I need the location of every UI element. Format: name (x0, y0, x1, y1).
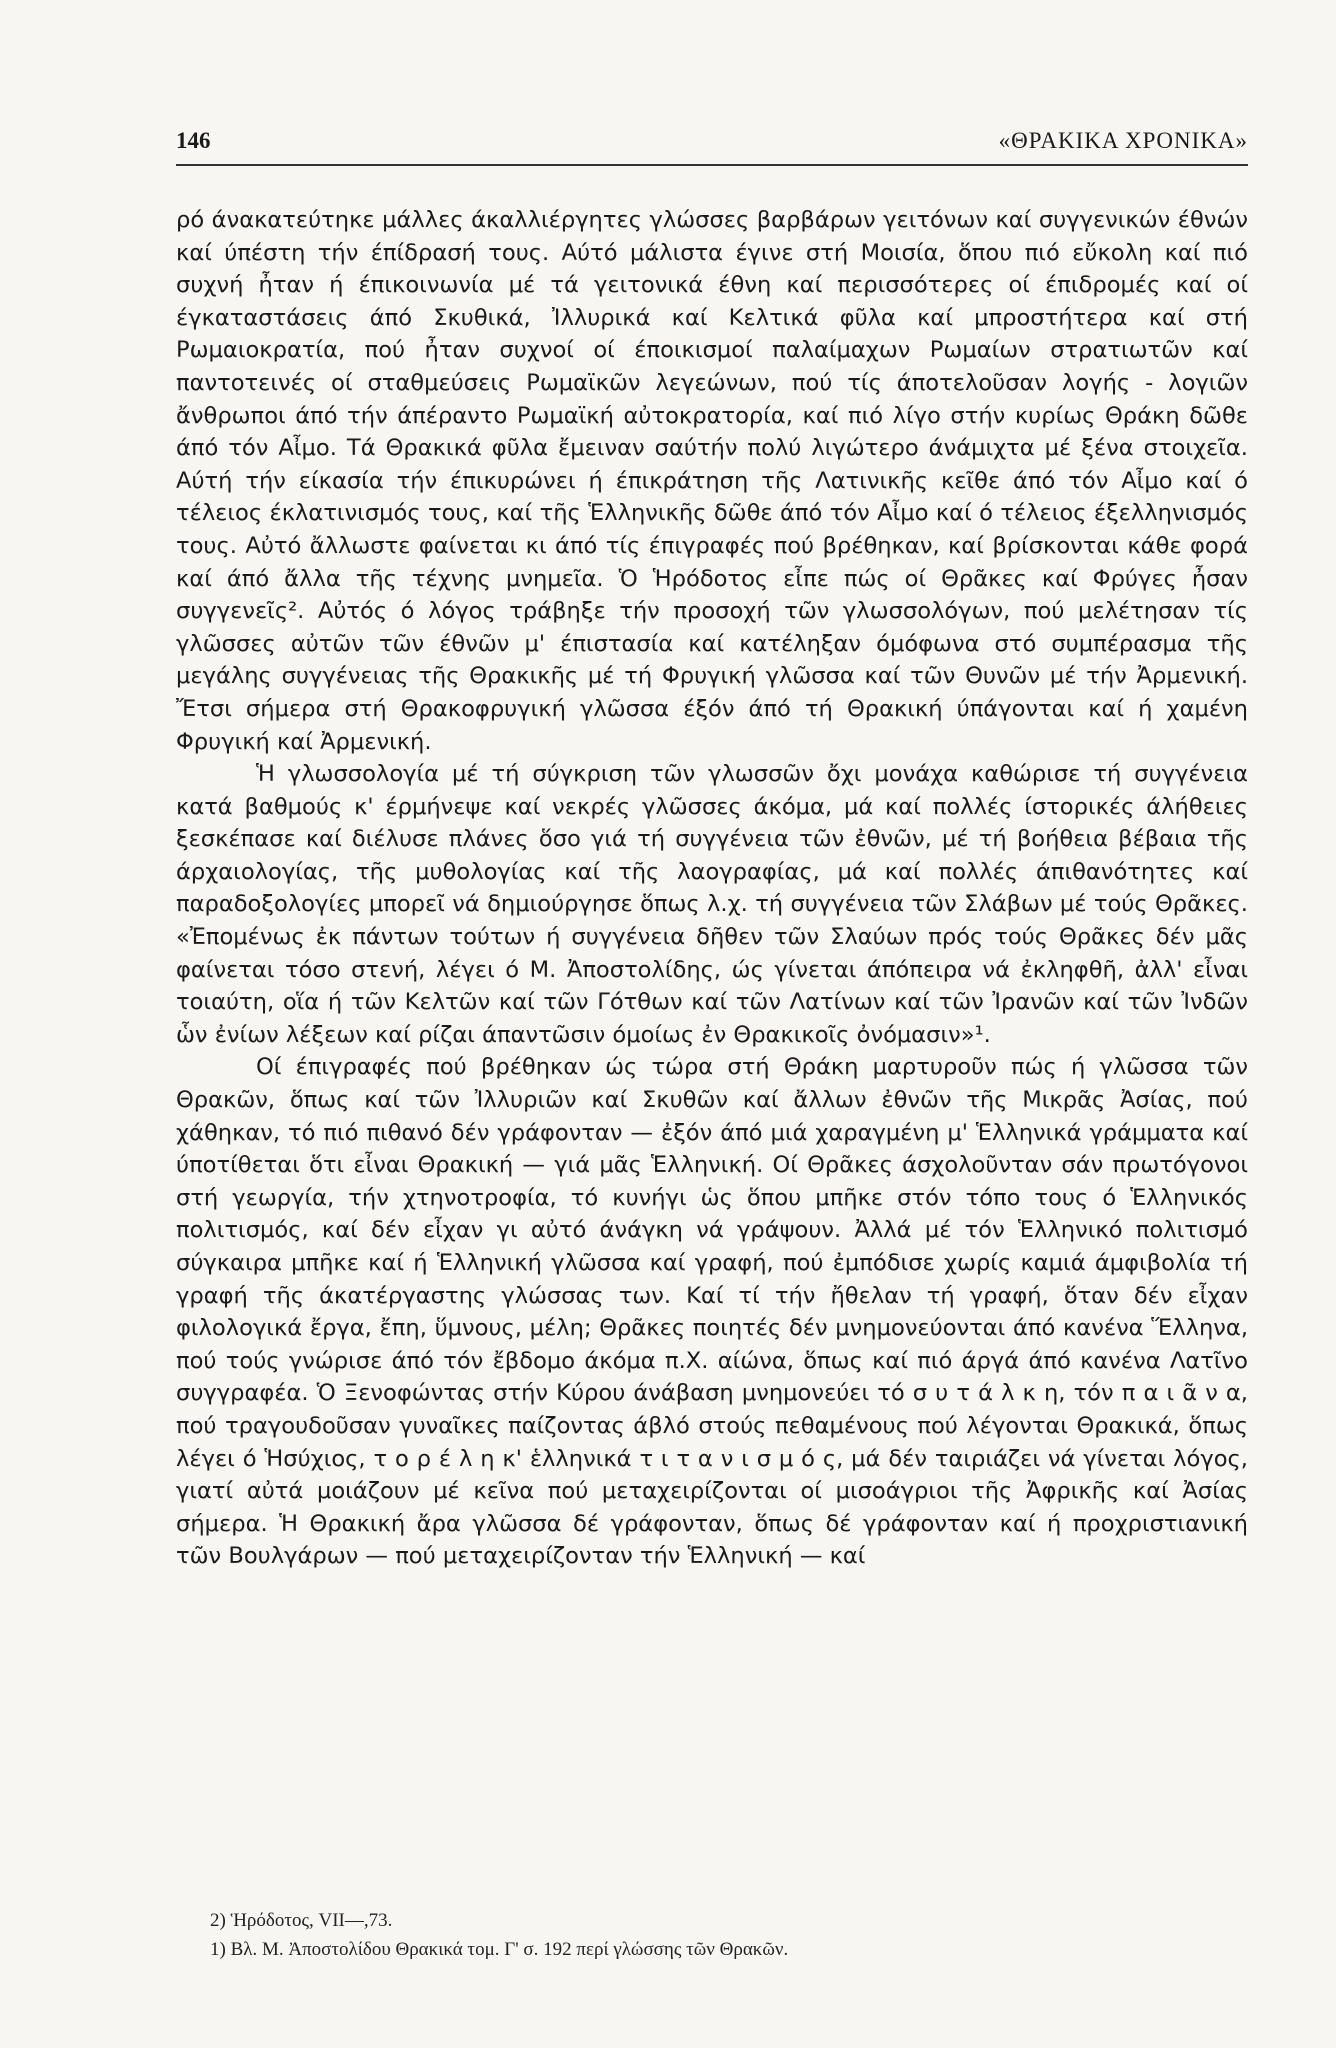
paragraph-1: ρό άνακατεύτηκε μάλλες άκαλλιέργητες γλώσσες βαρβάρων γειτόνων καί συγγενικών έθνών καί ύπέστη τήν έπίδρασή τους. Αύτό μάλιστα έγινε στή Μοισία, ὅπου πιό εὔκολη καί πιό συχνή ἦταν ή έπικοινωνία μέ τά γειτονικά έθνη καί περισσότερες οί έπιδρομές καί οί έγκαταστάσεις άπό Σκυθικά, Ἰλλυρικά καί Κελτικά φῦλα καί μπροστήτερα καί στή Ρωμαιοκρατία, πού ἦταν συχνοί οί έποικισμοί παλαίμαχων Ρωμαίων στρατιωτῶν καί παντοτεινές οί σταθμεύσεις Ρωμαϊκῶν λεγεώνων, πού τίς άποτελοῦσαν λογής - λογιῶν ἄνθρωποι άπό τήν άπέραντο Ρωμαϊκή αὐτοκρατορία, καί πιό λίγο στήν κυρίως Θράκη δῶθε άπό τόν Αἶμο. Τά Θρακικά φῦλα ἔμειναν σαύτήν πολύ λιγώτερο άνάμιχτα μέ ξένα στοιχεῖα. Αύτή τήν είκασία τήν έπικυρώνει ή έπικράτηση τῆς Λατινικῆς κεῖθε άπό τόν Αἶμο καί ό τέλειος έκλατινισμός τους, καί τῆς Ἑλληνικῆς δῶθε άπό τόν Αἶμο καί ό τέλειος έξελληνισμός τους. Αὐτό ἄλλωστε φαίνεται κι άπό τίς έπιγραφές πού βρέθηκαν, καί βρίσκονται κάθε φορά καί άπό ἄλλα τῆς τέχνης μνημεῖα. Ὁ Ἡρόδοτος εἶπε πώς οί Θρᾶκες καί Φρύγες ἦσαν συγγενεῖς². Αὐτός ό λόγος τράβηξε τήν προσοχή τῶν γλωσσολόγων, πού μελέτησαν τίς γλῶσσες αὐτῶν τῶν έθνῶν μ' έπιστασία καί κατέληξαν όμόφωνα στό συμπέρασμα τῆς μεγάλης συγγένειας τῆς Θρακικῆς μέ τή Φρυγική γλῶσσα καί τῶν Θυνῶν μέ τήν Ἀρμενική. Ἔτσι σήμερα στή Θρακοφρυγική γλῶσσα έξόν άπό τή Θρακική ύπάγονται καί ή χαμένη Φρυγική καί Ἀρμενική. (176, 207, 1248, 755)
page-number: 146 (176, 128, 211, 153)
body-text (176, 204, 1248, 1573)
footnotes (176, 1906, 1248, 1964)
paragraph-3: Οί έπιγραφές πού βρέθηκαν ώς τώρα στή Θράκη μαρτυροῦν πώς ή γλῶσσα τῶν Θρακῶν, ὅπως καί τῶν Ἰλλυριῶν καί Σκυθῶν καί ἄλλων ἐθνῶν τῆς Μικρᾶς Ἀσίας, πού χάθηκαν, τό πιό πιθανό δέν γράφονταν — ἐξόν άπό μιά χαραγμένη μ' Ἑλληνικά γράμματα καί ύποτίθεται ὅτι εἶναι Θρακική — γιά μᾶς Ἑλληνική. Οί Θρᾶκες άσχολοῦνταν σάν πρωτόγονοι στή γεωργία, τήν χτηνοτροφία, τό κυνήγι ὡς ὅπου μπῆκε στόν τόπο τους ό Ἑλληνικός πολιτισμός, καί δέν εἶχαν γι αὐτό άνάγκη νά γράψουν. Ἀλλά μέ τόν Ἑλληνικό πολιτισμό σύγκαιρα μπῆκε καί ή Ἑλληνική γλῶσσα καί γραφή, πού ἐμπόδισε χωρίς καμιά άμφιβολία τή γραφή τῆς άκατέργαστης γλώσσας των. Καί τί τήν ἤθελαν τή γραφή, ὅταν δέν εἶχαν φιλολογικά ἔργα, ἔπη, ὕμνους, μέλη; Θρᾶκες ποιητές δέν μνημονεύονται άπό κανένα Ἕλληνα, πού τούς γνώρισε άπό τόν ἔβδομο άκόμα π.Χ. αίώνα, ὅπως καί πιό άργά άπό κανένα Λατῖνο συγγραφέα. Ὁ Ξενοφώντας στήν Κύρου άνάβαση μνημονεύει τό σ υ τ ά λ κ η, τόν π α ι ᾶ ν α, πού τραγουδοῦσαν γυναῖκες παίζοντας άβλό στούς πεθαμένους πού λέγονται Θρακικά, ὅπως λέγει ό Ἡσύχιος, τ ο ρ έ λ η κ' ἑλληνικά τ ι τ α ν ι σ μ ό ς, μά δέν ταιριάζει νά γίνεται λόγος, γιατί αὐτά μοιάζουν μέ κεῖνα πού μεταχειρίζονται οί μισοάγριοι τῆς Ἀφρικῆς καί Ἀσίας σήμερα. Ἡ Θρακική ἄρα γλῶσσα δέ γράφονταν, ὅπως δέ γράφονταν καί ή προχριστιανική τῶν Βουλγάρων — πού μεταχειρίζονταν τήν Ἑλληνική — καί (176, 1054, 1248, 1570)
running-title: «ΘΡΑΚΙΚΑ ΧΡΟΝΙΚΑ» (998, 128, 1248, 153)
footnote-1: 1) Βλ. Μ. Ἀποστολίδου Θρακικά τομ. Γ' σ. 192 περί γλώσσης τῶν Θρακῶν. (210, 1939, 789, 1960)
page-header (176, 124, 1248, 166)
footnote-2: 2) Ἡρόδοτος, VII—,73. (210, 1910, 393, 1931)
paragraph-2: Ἡ γλωσσολογία μέ τή σύγκριση τῶν γλωσσῶν ὄχι μονάχα καθώρισε τή συγγένεια κατά βαθμούς κ' έρμήνεψε καί νεκρές γλῶσσες άκόμα, μά καί πολλές ίστορικές άλήθειες ξεσκέπασε καί διέλυσε πλάνες ὅσο γιά τή συγγένεια τῶν ἐθνῶν, μέ τή βοήθεια βέβαια τῆς άρχαιολογίας, τῆς μυθολογίας καί τῆς λαογραφίας, μά καί πολλές άπιθανότητες καί παραδοξολογίες μπορεῖ νά δημιούργησε ὅπως λ.χ. τή συγγένεια τῶν Σλάβων μέ τούς Θρᾶκες. «Ἐπομένως ἐκ πάντων τούτων ή συγγένεια δῆθεν τῶν Σλαύων πρός τούς Θρᾶκες δέν μᾶς φαίνεται τόσο στενή, λέγει ό Μ. Ἀποστολίδης, ώς γίνεται άπόπειρα νά ἐκληφθῆ, ἀλλ' εἶναι τοιαύτη, οἵα ή τῶν Κελτῶν καί τῶν Γότθων καί τῶν Λατίνων καί τῶν Ἰρανῶν καί τῶν Ἰνδῶν ὧν ἐνίων λέξεων καί ρίζαι άπαντῶσιν όμοίως ἐν Θρακικοῖς ὀνόμασιν»¹. (176, 761, 1248, 1048)
